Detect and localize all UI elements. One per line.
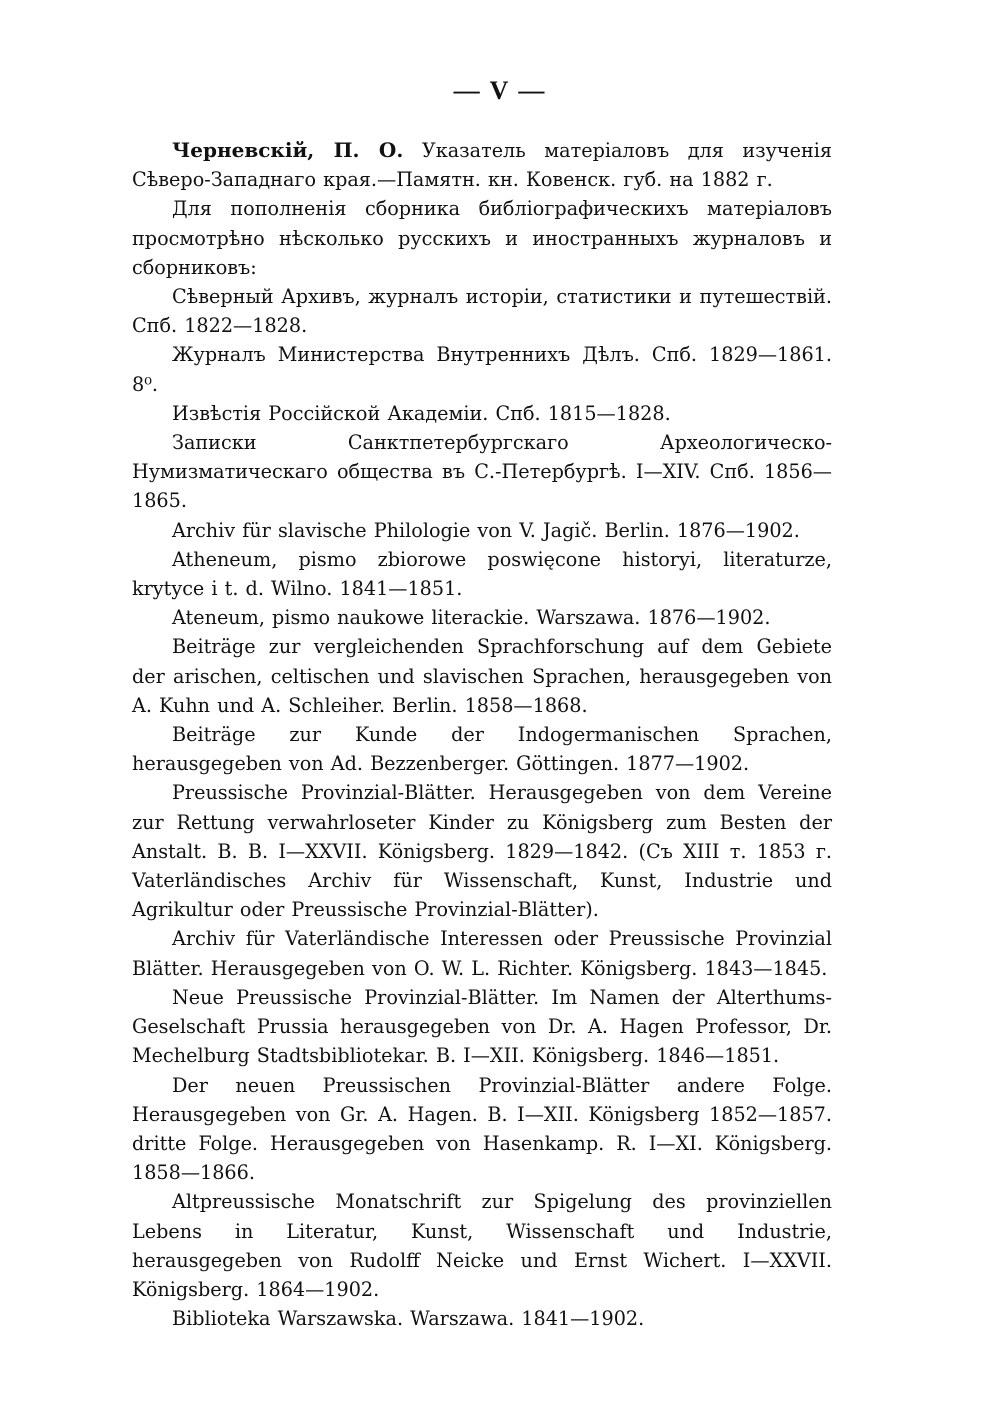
entry-text: Записки Санктпетербургскаго Археологическо-Нумизматическаго общества въ С.-Петербургѣ. I—XIV. Спб. 1856—1865. <box>132 431 832 513</box>
entry-text: Archiv für Vaterländische Interessen oder Preussische Provinzial Blätter. Herausgegeben von O. W. L. Richter. Königsberg. 1843—1845. <box>132 927 832 980</box>
bibliography-entry <box>132 603 832 632</box>
entry-author-name: Черневскій, П. О. <box>172 138 404 162</box>
bibliography-entry <box>132 1304 832 1333</box>
bibliography-entry <box>132 428 832 516</box>
page-number: — V — <box>453 76 547 105</box>
entry-text: Altpreussische Monatschrift zur Spigelung des provinziellen Lebens in Literatur, Kunst, Wissenschaft und Industrie, herausgegeben von Rudolff Neicke und Ernst Wichert. I—XXVII. Königsberg. 1864—1902. <box>132 1190 832 1301</box>
bibliography-list <box>132 136 832 1333</box>
bibliography-entry <box>132 516 832 545</box>
entry-text: Neue Preussische Provinzial-Blätter. Im Namen der Alterthums-Geselschaft Prussia herausgegeben von Dr. A. Hagen Professor, Dr. Mechelburg Stadtsbibliotekar. B. I—XII. Königsberg. 1846—1851. <box>132 985 832 1068</box>
entry-text: Указатель матеріаловъ для изученія Сѣверо-Западнаго края.—Памятн. кн. Ковенск. губ. на 1882 г. <box>132 139 832 192</box>
entry-text: Для пополненія сборника библіографическихъ матеріаловъ просмотрѣно нѣсколько русскихъ и иностранныхъ журналовъ и сборниковъ: <box>132 197 832 279</box>
entry-text: Beiträge zur vergleichenden Sprachforschung auf dem Gebiete der arischen, celtischen und slavischen Sprachen, herausgegeben von A. Kuhn und A. Schleiher. Berlin. 1858—1868. <box>132 635 832 717</box>
entry-text: Biblioteka Warszawska. Warszawa. 1841—1902. <box>172 1307 645 1331</box>
bibliography-entry <box>132 1071 832 1188</box>
entry-text: Сѣверный Архивъ, журналъ исторіи, статистики и путешествій. Спб. 1822—1828. <box>132 285 832 338</box>
entry-text: Archiv für slavische Philologie von V. Jagič. Berlin. 1876—1902. <box>172 518 800 542</box>
bibliography-entry <box>132 340 832 398</box>
entry-text: Ateneum, pismo naukowe literackie. Warszawa. 1876—1902. <box>172 606 771 630</box>
entry-text: Der neuen Preussischen Provinzial-Blätter andere Folge. Herausgegeben von Gr. A. Hagen. B. I—XII. Königsberg 1852—1857. dritte Folge. Herausgegeben von Hasenkamp. R. I—XI. Königsberg. 1858—1866. <box>132 1073 832 1185</box>
entry-text: Atheneum, pismo zbiorowe poswięcone historyi, literaturze, krytyce i t. d. Wilno. 1841—1851. <box>132 547 832 601</box>
bibliography-entry <box>132 632 832 720</box>
bibliography-entry <box>132 282 832 340</box>
bibliography-intro <box>132 194 832 282</box>
entry-text: Журналъ Министерства Внутреннихъ Дѣлъ. Спб. 1829—1861. 8⁰. <box>132 343 832 396</box>
bibliography-entry <box>132 1187 832 1304</box>
entry-text: Извѣстія Россійской Академіи. Спб. 1815—1828. <box>172 401 671 425</box>
entry-text: Preussische Provinzial-Blätter. Herausgegeben von dem Vereine zur Rettung verwahrloseter Kinder zu Königsberg zum Besten der Anstalt. B. B. I—XXVII. Königsberg. 1829—1842. (Съ XIII т. 1853 г. Vaterländisches Archiv für Wissenschaft, Kunst, Industrie und Agrikultur oder Preussische Provinzial-Blätter). <box>132 781 832 922</box>
bibliography-entry <box>132 778 832 924</box>
bibliography-entry <box>132 983 832 1071</box>
bibliography-entry <box>132 720 832 778</box>
bibliography-entry-author <box>132 136 832 194</box>
bibliography-entry <box>132 399 832 428</box>
bibliography-entry <box>132 924 832 982</box>
bibliography-entry <box>132 545 832 603</box>
entry-text: Beiträge zur Kunde der Indogermanischen Sprachen, herausgegeben von Ad. Bezzenberger. Göttingen. 1877—1902. <box>132 723 832 776</box>
